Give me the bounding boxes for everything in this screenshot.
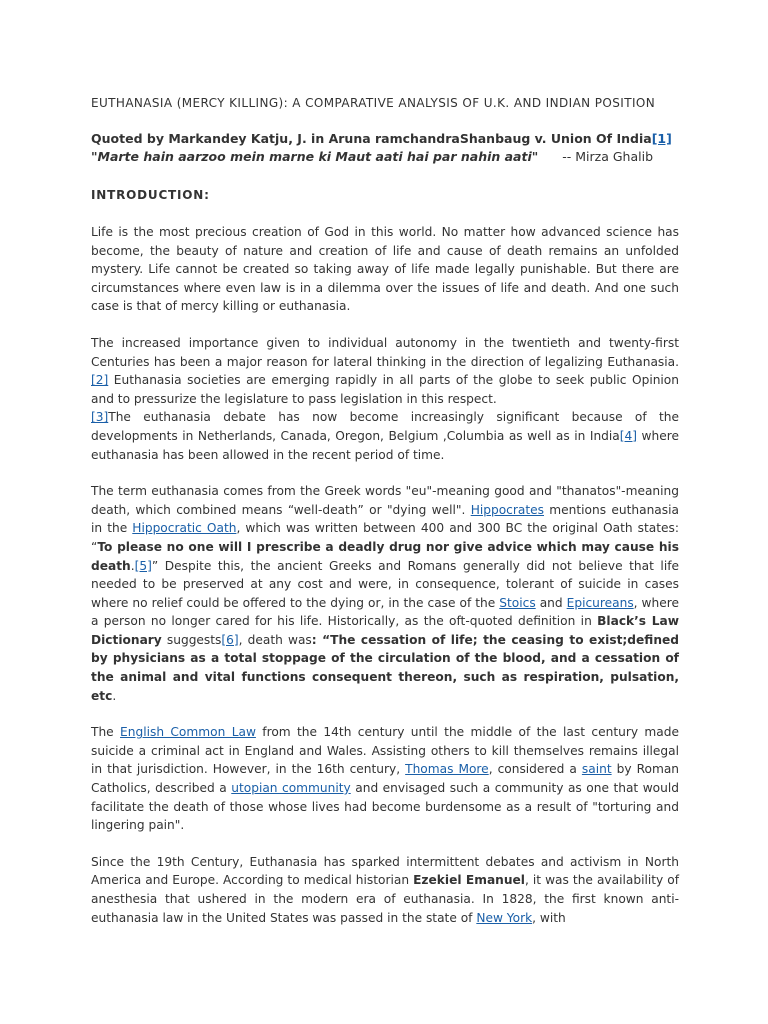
footnote-link-6[interactable]: [6] bbox=[221, 632, 239, 647]
document-title: EUTHANASIA (MERCY KILLING): A COMPARATIVE ANALYSIS OF U.K. AND INDIAN POSITION bbox=[91, 96, 656, 110]
footnote-link-5[interactable]: [5] bbox=[134, 558, 152, 573]
quoted-by-line bbox=[91, 130, 679, 148]
quote-attribution: -- Mirza Ghalib bbox=[562, 149, 654, 164]
link-utopian-community[interactable]: utopian community bbox=[231, 781, 351, 796]
link-hippocratic-oath[interactable]: Hippocratic Oath bbox=[132, 521, 237, 536]
bold-text: Black’s Law Dictionary bbox=[91, 614, 679, 647]
text-span: , it was the availability of anesthesia that ushered in the modern era of euthanasia. In 1828, the first known anti-euthanasia law in the United States was passed in the state of bbox=[91, 873, 680, 925]
text-span: suggests bbox=[161, 632, 222, 647]
paragraph-1: Life is the most precious creation of God in this world. No matter how advanced science has become, the beauty of nature and creation of life and cause of death remains an unfolded mystery. Life cannot be created so taking away of life made legally punishable. But there are circumstances where even law is in a dilemma over the issues of life and death. And one such case is that of mercy killing or euthanasia. bbox=[91, 225, 679, 314]
text-span: where euthanasia has been allowed in the recent period of time. bbox=[91, 428, 679, 462]
text-span: The euthanasia debate has now become increasingly significant because of the developments in Netherlands, Canada, Oregon, Belgium ,Columbia as well as in India bbox=[91, 410, 679, 443]
text-span: , considered a bbox=[488, 762, 582, 777]
bold-text: To please no one will I prescribe a deadly drug nor give advice which may cause his death bbox=[91, 539, 679, 573]
text-span: ” Despite this, the ancient Greeks and Romans generally did not believe that life needed to be preserved at any cost and were, in consequence, tolerant of suicide in cases where no relief could be offered to the dying or, in the case of the bbox=[91, 558, 679, 610]
quote-text: "Marte hain aarzoo mein marne ki Maut aati hai par nahin aati" bbox=[91, 149, 539, 164]
paragraph-4 bbox=[91, 723, 679, 835]
introduction-heading: INTRODUCTION: bbox=[91, 188, 210, 202]
link-stoics[interactable]: Stoics bbox=[499, 595, 536, 610]
link-thomas-more[interactable]: Thomas More bbox=[405, 762, 489, 777]
text-span: , with bbox=[532, 910, 566, 925]
footnote-link-4[interactable]: [4] bbox=[619, 428, 638, 443]
text-span: . bbox=[112, 688, 117, 703]
document-body bbox=[91, 96, 679, 945]
footnote-link-3[interactable]: [3] bbox=[91, 410, 109, 425]
text-span: The increased importance given to individual autonomy in the twentieth and twenty-first Centuries has been a major reason for lateral thinking in the direction of legalizing Euthanasia. bbox=[91, 335, 679, 369]
text-span: , death was bbox=[238, 632, 312, 647]
text-span: by Roman Catholics, described a bbox=[91, 762, 680, 796]
paragraph-3 bbox=[91, 482, 679, 705]
quoted-by-text: Quoted by Markandey Katju, J. in Aruna ramchandraShanbaug v. Union Of India bbox=[91, 131, 652, 146]
bold-text: Ezekiel Emanuel bbox=[413, 873, 525, 888]
text-span: , which was written between 400 and 300 BC the original Oath states: “ bbox=[91, 521, 679, 554]
link-saint[interactable]: saint bbox=[581, 762, 612, 777]
text-span: from the 14th century until the middle of the last century made suicide a criminal act in England and Wales. Assisting others to kill themselves remains illegal in that jurisdiction. However, in the 16th century, bbox=[91, 725, 679, 777]
text-span: . bbox=[130, 558, 135, 573]
text-span: The term euthanasia comes from the Greek words "eu"-meaning good and "thanatos"-meaning death, which combined means “well-death” or "dying well". bbox=[91, 484, 679, 517]
link-new-york[interactable]: New York bbox=[476, 910, 533, 925]
text-span: and envisaged such a community as one that would facilitate the death of those whose lives had become burdensome as a result of "torturing and lingering pain". bbox=[91, 781, 679, 833]
paragraph-5 bbox=[91, 853, 679, 927]
text-span: , where a person no longer cared for his life. Historically, as the oft-quoted definition in bbox=[91, 595, 679, 629]
paragraph-2 bbox=[91, 334, 679, 464]
link-english-common-law[interactable]: English Common Law bbox=[120, 725, 256, 740]
text-span: and bbox=[535, 595, 567, 610]
text-span: The bbox=[91, 725, 121, 740]
quote-line bbox=[91, 148, 679, 166]
link-epicureans[interactable]: Epicureans bbox=[566, 595, 634, 610]
footnote-link-2[interactable]: [2] bbox=[91, 373, 109, 388]
text-span: mentions euthanasia in the bbox=[91, 502, 679, 536]
bold-text: : “The cessation of life; the ceasing to exist;defined by physicians as a total stoppage of the circulation of the blood, and a cessation of the animal and vital functions consequent thereon, such as respiration, pulsation, etc bbox=[91, 632, 679, 703]
footnote-link-1[interactable]: [1] bbox=[651, 131, 672, 146]
text-span: Euthanasia societies are emerging rapidly in all parts of the globe to seek public Opinion and to pressurize the legislature to pass legislation in this respect. bbox=[91, 373, 679, 406]
link-hippocrates[interactable]: Hippocrates bbox=[470, 502, 544, 517]
text-span: Since the 19th Century, Euthanasia has sparked intermittent debates and activism in North America and Europe. According to medical historian bbox=[91, 854, 679, 888]
